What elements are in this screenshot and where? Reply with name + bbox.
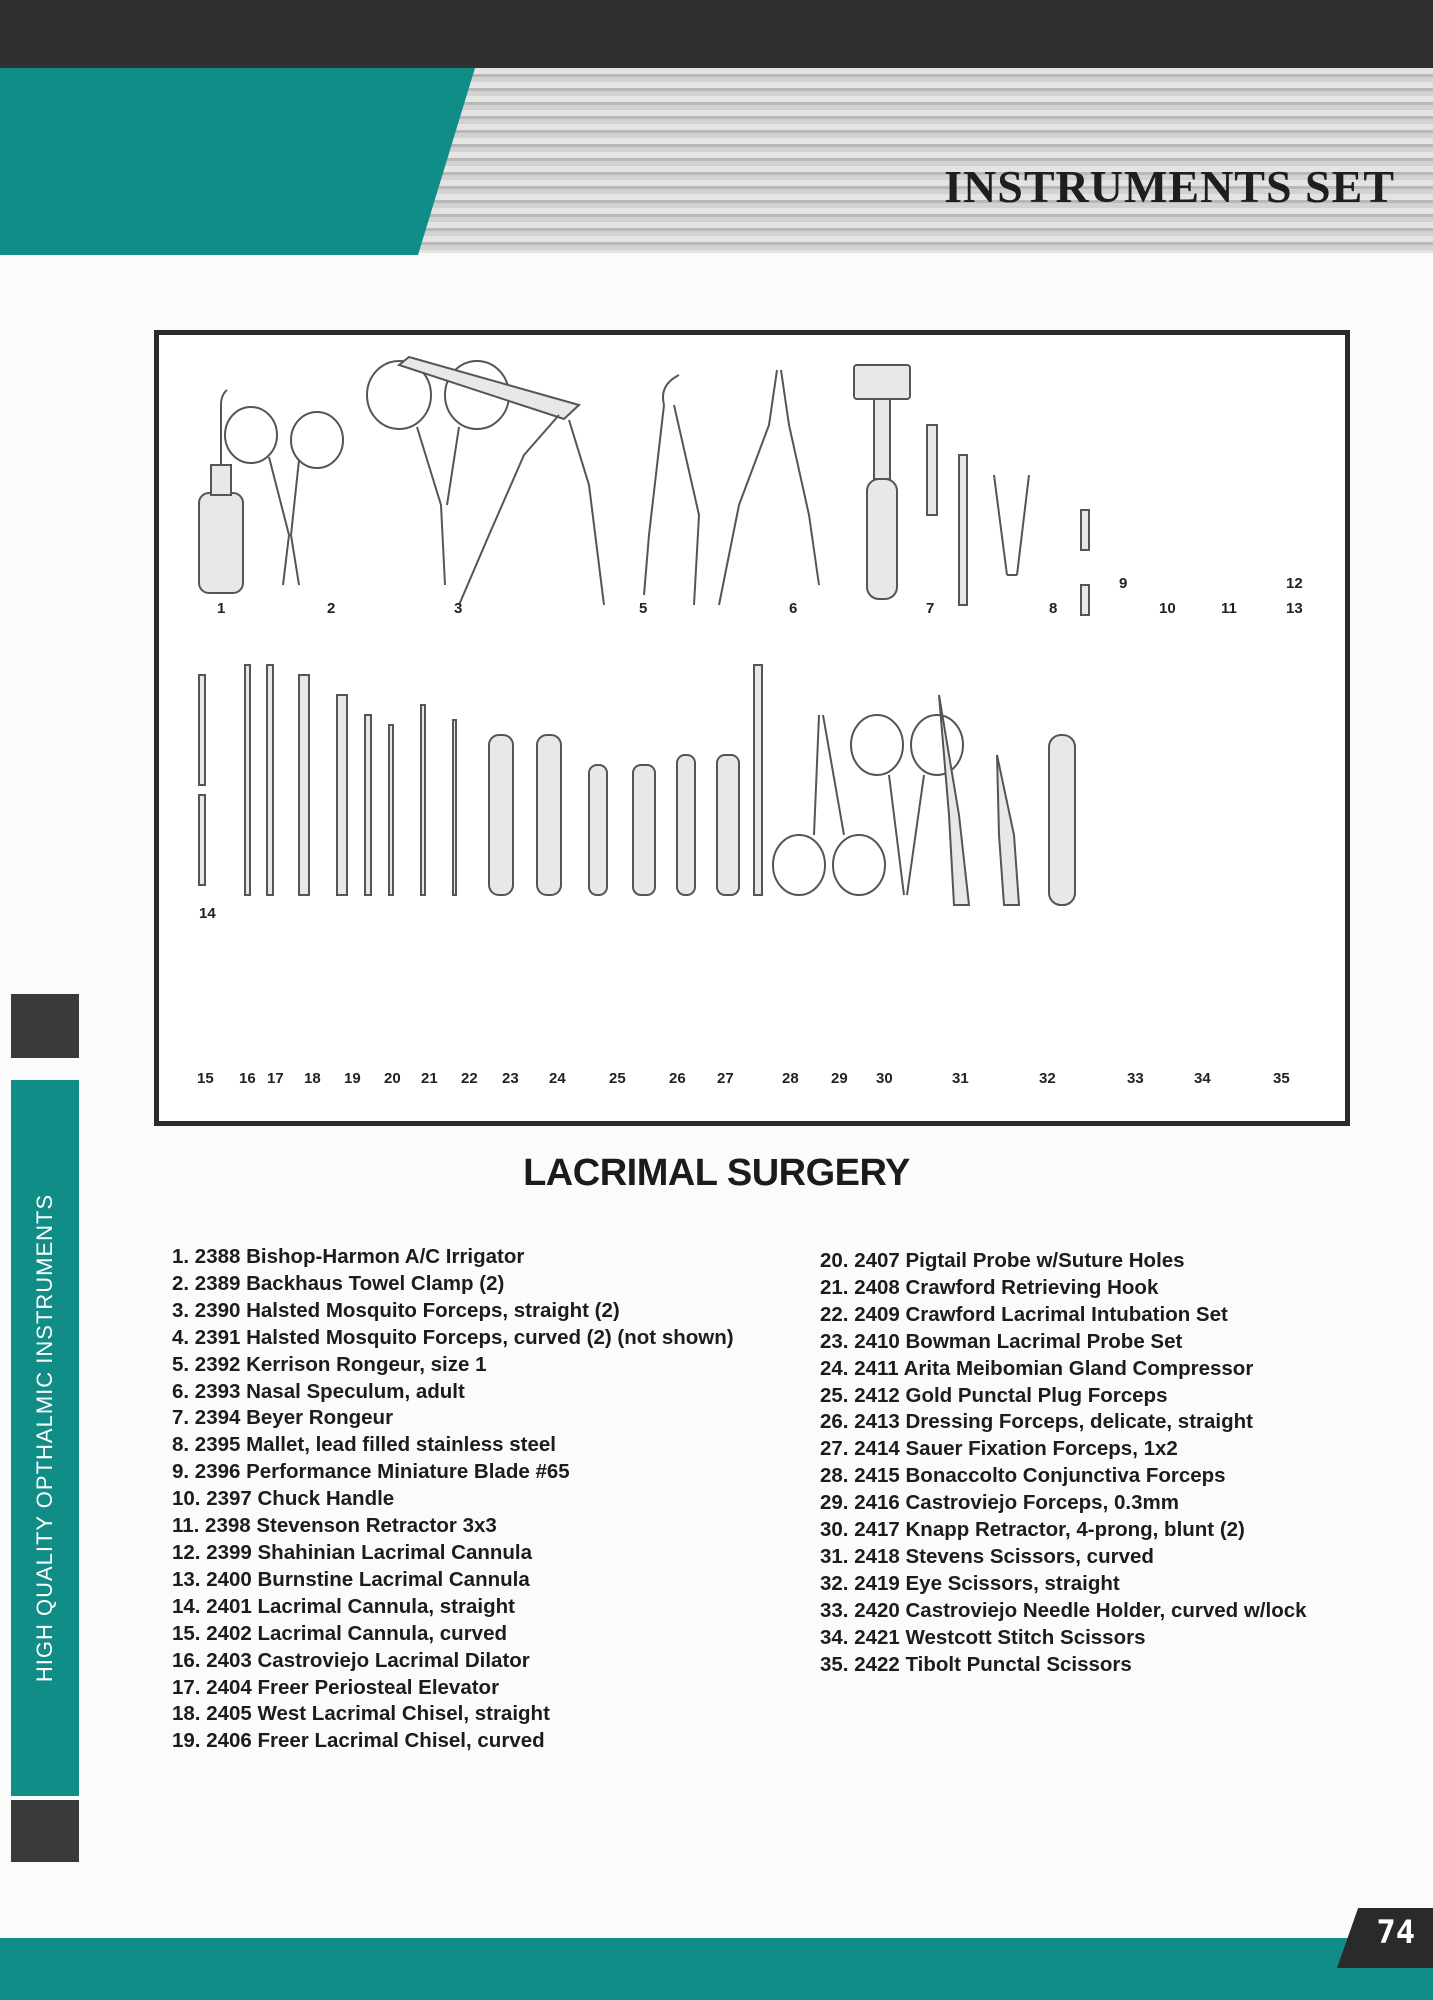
list-item: 35. 2422 Tibolt Punctal Scissors (820, 1652, 1132, 1676)
instrument-1 (199, 390, 243, 593)
instrument-30 (754, 665, 762, 895)
instrument-label: 30 (876, 1070, 893, 1087)
instrument-33 (939, 695, 969, 905)
page-number: 74 (1376, 1913, 1415, 1951)
list-item: 3. 2390 Halsted Mosquito Forceps, straight (2) (172, 1298, 620, 1322)
instrument-illustration (159, 335, 1345, 1121)
list-item: 7. 2394 Beyer Rongeur (172, 1406, 394, 1430)
instrument-label: 13 (1286, 600, 1303, 617)
instrument-label: 20 (384, 1070, 401, 1087)
footer-bar (0, 1938, 1433, 2000)
instrument-label: 24 (549, 1070, 566, 1087)
instrument-figure (154, 330, 1350, 1126)
instrument-label: 31 (952, 1070, 969, 1087)
list-item: 29. 2416 Castroviejo Forceps, 0.3mm (820, 1491, 1179, 1515)
instrument-label: 8 (1049, 600, 1058, 617)
list-item: 11. 2398 Stevenson Retractor 3x3 (172, 1514, 497, 1538)
instrument-label: 16 (239, 1070, 256, 1087)
instrument-label: 29 (831, 1070, 848, 1087)
list-item: 16. 2403 Castroviejo Lacrimal Dilator (172, 1648, 530, 1672)
instrument-label: 11 (1221, 600, 1237, 617)
instrument-23 (453, 720, 456, 895)
instrument-label: 7 (926, 600, 935, 617)
list-item: 10. 2397 Chuck Handle (172, 1487, 395, 1511)
list-item: 25. 2412 Gold Punctal Plug Forceps (820, 1383, 1168, 1407)
page-title: INSTRUMENTS SET (944, 161, 1395, 212)
list-item: 15. 2402 Lacrimal Cannula, curved (172, 1621, 507, 1645)
list-item: 34. 2421 Westcott Stitch Scissors (820, 1625, 1146, 1649)
instrument-16 (245, 665, 250, 895)
instrument-10 (959, 455, 967, 605)
instrument-label: 12 (1286, 575, 1303, 592)
instrument-label: 15 (197, 1070, 214, 1087)
list-item: 20. 2407 Pigtail Probe w/Suture Holes (820, 1249, 1185, 1272)
instrument-5 (399, 357, 604, 605)
instrument-14 (199, 675, 205, 785)
instrument-6 (644, 375, 699, 605)
instrument-label: 23 (502, 1070, 519, 1087)
instrument-31 (773, 715, 885, 895)
instrument-label: 26 (669, 1070, 686, 1087)
list-item: 13. 2400 Burnstine Lacrimal Cannula (172, 1567, 530, 1591)
instrument-label: 2 (327, 600, 336, 617)
instrument-24 (489, 735, 513, 895)
list-item: 12. 2399 Shahinian Lacrimal Cannula (172, 1540, 533, 1564)
instrument-22 (421, 705, 425, 895)
instrument-8 (854, 365, 910, 599)
instrument-7 (719, 370, 819, 605)
instrument-35 (1049, 735, 1075, 905)
instrument-label: 17 (267, 1070, 284, 1087)
instrument-12 (1081, 510, 1089, 550)
instrument-19 (337, 695, 347, 895)
instrument-13 (1081, 585, 1089, 615)
list-item: 17. 2404 Freer Periosteal Elevator (172, 1675, 500, 1699)
instrument-label: 3 (454, 600, 463, 617)
list-item: 30. 2417 Knapp Retractor, 4-prong, blunt (2) (820, 1518, 1245, 1542)
list-item: 8. 2395 Mallet, lead filled stainless steel (172, 1433, 556, 1457)
top-bar (0, 0, 1433, 68)
list-item: 4. 2391 Halsted Mosquito Forceps, curved (2) (not shown) (172, 1325, 734, 1349)
instrument-label: 25 (609, 1070, 626, 1087)
list-item: 31. 2418 Stevens Scissors, curved (820, 1544, 1154, 1568)
instrument-15 (199, 795, 205, 885)
list-item: 22. 2409 Crawford Lacrimal Intubation Set (820, 1302, 1228, 1326)
instrument-label: 1 (217, 600, 226, 617)
list-item: 9. 2396 Performance Miniature Blade #65 (172, 1460, 570, 1484)
instrument-label: 28 (782, 1070, 799, 1087)
instrument-label: 33 (1127, 1070, 1144, 1087)
instrument-28 (677, 755, 695, 895)
instrument-label: 34 (1194, 1070, 1211, 1087)
list-item: 21. 2408 Crawford Retrieving Hook (820, 1275, 1159, 1299)
instrument-list-right (820, 1248, 1307, 1679)
instrument-list-left (172, 1244, 734, 1755)
instrument-label: 32 (1039, 1070, 1056, 1087)
instrument-label: 19 (344, 1070, 361, 1087)
instrument-label: 9 (1119, 575, 1128, 592)
sidebar-dark-block-bottom (11, 1800, 79, 1862)
list-item: 32. 2419 Eye Scissors, straight (820, 1571, 1120, 1595)
list-item: 6. 2393 Nasal Speculum, adult (172, 1379, 465, 1403)
list-item: 23. 2410 Bowman Lacrimal Probe Set (820, 1329, 1183, 1353)
instrument-26 (589, 765, 607, 895)
instrument-25 (537, 735, 561, 895)
instrument-20 (365, 715, 371, 895)
instrument-11 (994, 475, 1029, 575)
list-item: 14. 2401 Lacrimal Cannula, straight (172, 1594, 515, 1618)
list-item: 28. 2415 Bonaccolto Conjunctiva Forceps (820, 1464, 1226, 1488)
list-item: 5. 2392 Kerrison Rongeur, size 1 (172, 1352, 487, 1376)
instrument-label: 22 (461, 1070, 478, 1087)
list-item: 18. 2405 West Lacrimal Chisel, straight (172, 1702, 550, 1726)
list-item: 27. 2414 Sauer Fixation Forceps, 1x2 (820, 1437, 1178, 1461)
instrument-9 (927, 425, 937, 515)
instrument-label: 6 (789, 600, 798, 617)
instrument-label: 14 (199, 905, 216, 922)
header-teal-shape (0, 68, 475, 255)
instrument-29 (717, 755, 739, 895)
instrument-label: 18 (304, 1070, 321, 1087)
instrument-21 (389, 725, 393, 895)
instrument-label: 10 (1159, 600, 1176, 617)
list-item: 2. 2389 Backhaus Towel Clamp (2) (172, 1271, 505, 1295)
sidebar-caption: HIGH QUALITY OPTHALMIC INSTRUMENTS (32, 1193, 57, 1683)
instrument-label: 21 (421, 1070, 438, 1087)
list-item: 24. 2411 Arita Meibomian Gland Compressor (820, 1356, 1254, 1380)
list-item: 1. 2388 Bishop-Harmon A/C Irrigator (172, 1245, 525, 1268)
section-title: LACRIMAL SURGERY (523, 1152, 910, 1194)
sidebar-dark-block-top (11, 994, 79, 1058)
instrument-label: 5 (639, 600, 648, 617)
instrument-17 (267, 665, 273, 895)
list-item: 26. 2413 Dressing Forceps, delicate, straight (820, 1410, 1253, 1434)
instrument-34 (997, 755, 1019, 905)
instrument-27 (633, 765, 655, 895)
instrument-label: 27 (717, 1070, 734, 1087)
list-item: 33. 2420 Castroviejo Needle Holder, curved w/lock (820, 1598, 1307, 1622)
list-item: 19. 2406 Freer Lacrimal Chisel, curved (172, 1729, 545, 1753)
instrument-18 (299, 675, 309, 895)
instrument-label: 35 (1273, 1070, 1290, 1087)
